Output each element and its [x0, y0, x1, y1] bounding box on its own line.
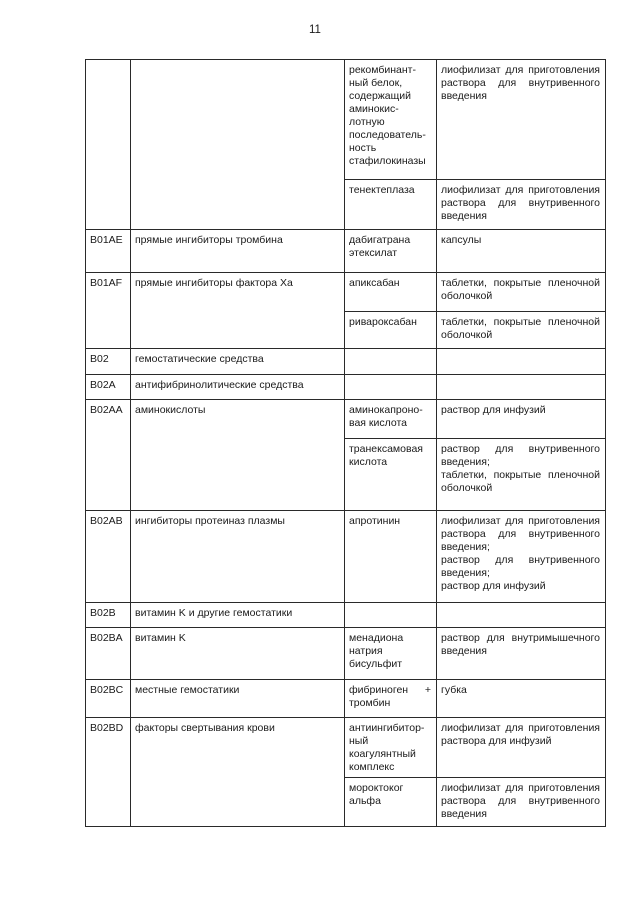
- atc-code-cell: [86, 60, 131, 230]
- dosage-form-cell: [437, 778, 606, 827]
- drug-name-cell: [345, 180, 437, 230]
- cell-line: введения: [441, 90, 487, 102]
- dosage-form-cell: [437, 400, 606, 439]
- atc-code-cell: B01AF: [86, 273, 131, 349]
- pharmacological-group-cell: факторы свертывания крови: [131, 718, 345, 827]
- drug-name-cell: [345, 680, 437, 718]
- cell-line: мороктоког: [349, 782, 404, 794]
- cell-line: раствора для внутривенного: [441, 795, 600, 807]
- cell-line: транексамовая: [349, 443, 423, 455]
- table-row: [86, 603, 606, 628]
- drug-name-cell: [345, 718, 437, 778]
- cell-line: лотную: [349, 116, 385, 128]
- pharmacological-group-cell: гемостатические средства: [131, 349, 345, 375]
- dosage-form-cell: [437, 680, 606, 718]
- pharmacological-group-cell: прямые ингибиторы фактора Ха: [131, 273, 345, 349]
- drug-name-cell: [345, 603, 437, 628]
- cell-line: лиофилизат для приготовления: [441, 722, 600, 734]
- atc-code-cell: B02BC: [86, 680, 131, 718]
- cell-line: лиофилизат для приготовления: [441, 64, 600, 76]
- cell-line: фибриноген +: [349, 684, 431, 696]
- cell-line: апиксабан: [349, 277, 400, 289]
- dosage-form-cell: [437, 230, 606, 273]
- cell-line: ность: [349, 142, 377, 154]
- dosage-form-cell: [437, 180, 606, 230]
- cell-line: раствора для внутривенного: [441, 77, 600, 89]
- table-row: [86, 230, 606, 273]
- cell-line: ривароксабан: [349, 316, 417, 328]
- cell-line: введения;: [441, 541, 490, 553]
- cell-line: введения;: [441, 567, 490, 579]
- dosage-form-cell: [437, 312, 606, 349]
- pharmacological-group-cell: [131, 60, 345, 230]
- cell-line: альфа: [349, 795, 381, 807]
- cell-line: коагулянтный: [349, 748, 416, 760]
- cell-line: губка: [441, 684, 467, 696]
- pharmacological-group-cell: местные гемостатики: [131, 680, 345, 718]
- cell-line: стафилокиназы: [349, 155, 426, 167]
- cell-line: таблетки, покрытые пленочной: [441, 469, 600, 481]
- cell-line: лиофилизат для приготовления: [441, 782, 600, 794]
- dosage-form-cell: [437, 60, 606, 180]
- drug-name-cell: [345, 511, 437, 603]
- cell-line: дабигатрана: [349, 234, 411, 246]
- cell-line: аминокапроно-: [349, 404, 423, 416]
- drug-name-cell: [345, 628, 437, 680]
- atc-code-cell: B02BA: [86, 628, 131, 680]
- cell-line: апротинин: [349, 515, 401, 527]
- cell-line: бисульфит: [349, 658, 403, 670]
- cell-line: раствор для инфузий: [441, 404, 546, 416]
- cell-line: ный: [349, 735, 369, 747]
- cell-line: введения: [441, 645, 487, 657]
- pharmacological-group-cell: витамин K и другие гемостатики: [131, 603, 345, 628]
- drug-name-cell: [345, 312, 437, 349]
- cell-line: раствора для внутривенного: [441, 528, 600, 540]
- table-row: [86, 511, 606, 603]
- dosage-form-cell: [437, 511, 606, 603]
- cell-line: таблетки, покрытые пленочной: [441, 277, 600, 289]
- cell-line: раствора для внутривенного: [441, 197, 600, 209]
- cell-line: лиофилизат для приготовления: [441, 515, 600, 527]
- table-row: [86, 60, 606, 180]
- dosage-form-cell: [437, 349, 606, 375]
- table-row: [86, 628, 606, 680]
- cell-line: этексилат: [349, 247, 398, 259]
- table-row: [86, 400, 606, 439]
- table-row: [86, 680, 606, 718]
- pharmacological-group-cell: аминокислоты: [131, 400, 345, 511]
- pharmacological-group-cell: ингибиторы протеиназ плазмы: [131, 511, 345, 603]
- cell-line: аминокис-: [349, 103, 399, 115]
- drug-name-cell: [345, 400, 437, 439]
- drug-name-cell: [345, 778, 437, 827]
- pharmacological-group-cell: витамин K: [131, 628, 345, 680]
- cell-line: оболочкой: [441, 290, 493, 302]
- dosage-form-cell: [437, 273, 606, 312]
- cell-line: тенектеплаза: [349, 184, 415, 196]
- atc-code-cell: B02B: [86, 603, 131, 628]
- atc-code-cell: B01AE: [86, 230, 131, 273]
- cell-line: таблетки, покрытые пленочной: [441, 316, 600, 328]
- drug-name-cell: [345, 230, 437, 273]
- cell-line: содержащий: [349, 90, 412, 102]
- drug-name-cell: [345, 60, 437, 180]
- cell-line: раствор для внутривенного: [441, 443, 600, 455]
- cell-line: введения: [441, 210, 487, 222]
- cell-line: капсулы: [441, 234, 482, 246]
- cell-line: менадиона: [349, 632, 404, 644]
- cell-line: раствора для инфузий: [441, 735, 552, 747]
- dosage-form-cell: [437, 718, 606, 778]
- cell-line: натрия: [349, 645, 383, 657]
- drug-table: [85, 59, 606, 827]
- cell-line: кислота: [349, 456, 388, 468]
- dosage-form-cell: [437, 603, 606, 628]
- drug-name-cell: [345, 349, 437, 375]
- cell-line: оболочкой: [441, 329, 493, 341]
- cell-line: комплекс: [349, 761, 395, 773]
- cell-line: вая кислота: [349, 417, 407, 429]
- cell-line: раствор для инфузий: [441, 580, 546, 592]
- dosage-form-cell: [437, 375, 606, 400]
- drug-name-cell: [345, 375, 437, 400]
- atc-code-cell: B02: [86, 349, 131, 375]
- table-row: [86, 375, 606, 400]
- cell-line: введения: [441, 808, 487, 820]
- pharmacological-group-cell: антифибринолитические средства: [131, 375, 345, 400]
- pharmacological-group-cell: прямые ингибиторы тромбина: [131, 230, 345, 273]
- atc-code-cell: B02AA: [86, 400, 131, 511]
- table-row: [86, 718, 606, 778]
- cell-line: тромбин: [349, 697, 391, 709]
- cell-line: раствор для внутривенного: [441, 554, 600, 566]
- cell-line: раствор для внутримышечного: [441, 632, 600, 644]
- atc-code-cell: B02BD: [86, 718, 131, 827]
- atc-code-cell: B02A: [86, 375, 131, 400]
- dosage-form-cell: [437, 439, 606, 511]
- drug-name-cell: [345, 273, 437, 312]
- dosage-form-cell: [437, 628, 606, 680]
- table-body: [86, 60, 606, 827]
- drug-name-cell: [345, 439, 437, 511]
- cell-line: лиофилизат для приготовления: [441, 184, 600, 196]
- cell-line: введения;: [441, 456, 490, 468]
- cell-line: рекомбинант-: [349, 64, 416, 76]
- cell-line: последователь-: [349, 129, 426, 141]
- cell-line: ный белок,: [349, 77, 403, 89]
- atc-code-cell: B02AB: [86, 511, 131, 603]
- cell-line: оболочкой: [441, 482, 493, 494]
- table-row: [86, 273, 606, 312]
- page-number: 11: [309, 24, 321, 36]
- table-row: [86, 349, 606, 375]
- cell-line: антиингибитор-: [349, 722, 425, 734]
